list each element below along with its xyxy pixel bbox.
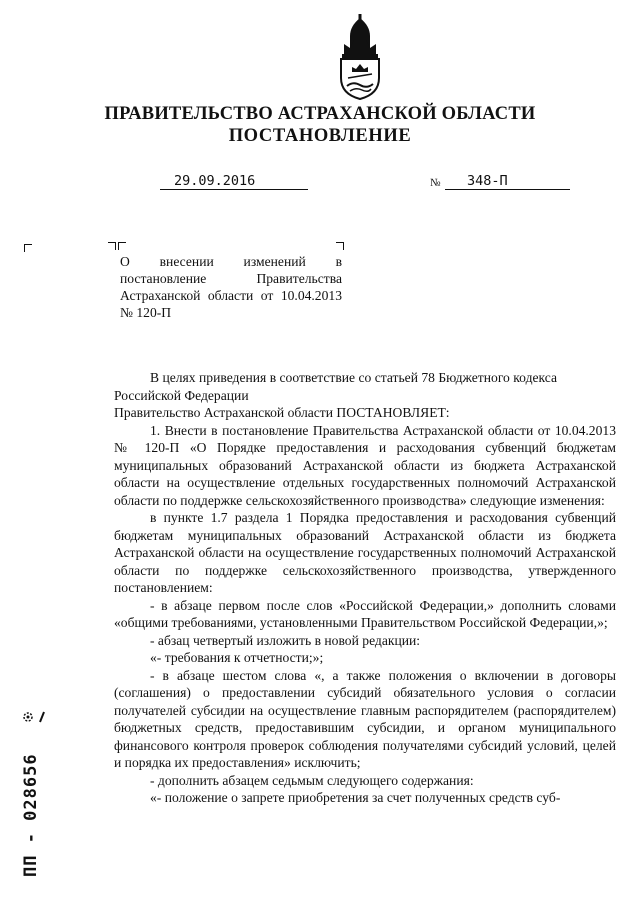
serial-number: ПП - 028656 <box>21 753 41 877</box>
body-paragraph: Правительство Астраханской области ПОСТАНОВЛЯЕТ: <box>114 405 450 420</box>
body-paragraph: 1. Внести в постановление Правительства Астраханской области от 10.04.2013 № 120-П «О Порядке предоставления и расходования субвенций бюджетам муниципальных образований Астраханской области из бюджета Астраханской области на осуществление отдельных государственных полномочий Астраханской области по поддержке сельскохозяйственного производства» следующие изменения: <box>114 422 616 508</box>
document-body <box>114 369 616 807</box>
document-date: 29.09.2016 <box>160 173 308 190</box>
document-type: ПОСТАНОВЛЕНИЕ <box>228 126 412 146</box>
body-paragraph: - в абзаце шестом слова «, а также положения о включении в договоры (соглашения) о предоставлении субсидий обязательного условия о согласии получателей субсидии на осуществление главным распорядителем (распорядителем) бюджетных средств, предоставившим субсидии, и органом муниципального финансового контроля проверок соблюдения получателями субсидий условий, целей и порядка их предоставления» исключить; <box>114 667 616 770</box>
organization-title: ПРАВИТЕЛЬСТВО АСТРАХАНСКОЙ ОБЛАСТИ <box>104 104 536 124</box>
body-paragraph: «- положение о запрете приобретения за счет полученных средств суб- <box>150 790 561 805</box>
corner-mark-subject-right <box>336 242 344 250</box>
body-paragraph: «- требования к отчетности;»; <box>150 650 324 665</box>
body-paragraph: - в абзаце первом после слов «Российской Федерации,» дополнить словами «общими требованиями, установленными Правительством Российской Федерации,»; <box>114 597 616 630</box>
corner-mark-subject-left2 <box>118 242 126 250</box>
serial-number-area <box>8 720 48 880</box>
corner-mark-subject-left <box>108 242 116 250</box>
body-paragraph: - дополнить абзацем седьмым следующего содержания: <box>150 772 474 788</box>
number-sign: № <box>430 177 441 189</box>
body-paragraph: в пункте 1.7 раздела 1 Порядка предоставления и расходования субвенций бюджетам муниципальных образований Астраханской области из бюджета Астраханской области на осуществление государственных полномочий Астраханской области по поддержке сельскохозяйственного производства, утвержденного постановлением: <box>114 510 616 595</box>
body-paragraph: В целях приведения в соответствие со статьей 78 Бюджетного кодекса Российской Федерации <box>114 370 558 403</box>
coat-of-arms-emblem <box>336 14 384 100</box>
document-number: 348-П <box>445 173 570 190</box>
corner-mark-left <box>24 244 32 252</box>
document-subject: О внесении изменений в постановление Правительства Астраханской области от 10.04.2013 № 120-П <box>120 254 342 320</box>
body-paragraph: - абзац четвертый изложить в новой редакции: <box>150 632 421 648</box>
